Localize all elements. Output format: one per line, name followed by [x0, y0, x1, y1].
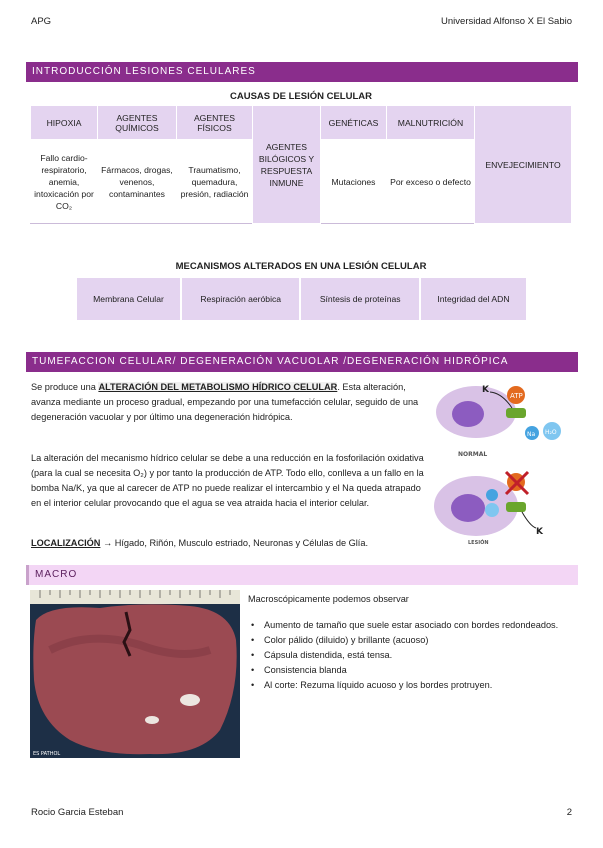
loc-label: LOCALIZACIÓN: [31, 538, 101, 548]
cause-head-quimicos: AGENTES QUÍMICOS: [98, 106, 177, 140]
macro-list: [248, 618, 568, 693]
normal-pump: [506, 408, 526, 418]
paragraph-1: [31, 380, 429, 425]
header-right: Universidad Alfonso X El Sabio: [441, 16, 572, 27]
p1-post: . Esta alteración, avanza mediante un proceso gradual, empezando por una tumefacción celular, seguido de una degeneración vacuolar y por último una degeneración hidrópica.: [31, 382, 419, 422]
liver-highlight-1: [180, 694, 200, 706]
na-dot-lesion: [486, 489, 498, 501]
macro-text: [248, 592, 568, 693]
cause-head-fisicos: AGENTES FÍSICOS: [177, 106, 253, 140]
cause-body-hipoxia: Fallo cardio-respiratorio, anemia, intoxicación por CO₂: [31, 140, 98, 224]
mech-title: MECANISMOS ALTERADOS EN UNA LESIÓN CELULAR: [175, 261, 427, 272]
cause-envejecimiento: ENVEJECIMIENTO: [475, 106, 572, 224]
cause-body-fisicos: Traumatismo, quemadura, presión, radiación: [177, 140, 253, 224]
atp-label: ATP: [510, 392, 523, 400]
k-arrow-lesion: [522, 512, 536, 528]
normal-label: NORMAL: [458, 451, 488, 458]
lesion-cell: [434, 472, 544, 546]
page-number: 2: [566, 807, 572, 818]
cause-head-malnutricion: MALNUTRICIÓN: [387, 106, 475, 140]
cause-body-geneticas: Mutaciones: [321, 140, 387, 224]
liver-shape: [33, 604, 236, 754]
paragraph-2: La alteración del mecanismo hídrico celular se debe a una reducción en la fosforilación oxidativa (para la cual se necesita O₂) y por tanto la producción de ATP. Todo ello, conlleva a un fallo en la bomba Na/K, ya que al carecer de ATP no puede realizar el intercambio y el Na queda atrapado en el interior celular provocando que el agua se vea atraida hacia el interior celular.: [31, 453, 424, 508]
k-label-normal: K: [482, 385, 489, 395]
mech-sintesis: Síntesis de proteínas: [300, 277, 419, 321]
lesion-label: LESIÓN: [468, 540, 489, 546]
lesion-nucleus: [451, 494, 485, 522]
mechanisms-table: [75, 276, 528, 322]
k-label-lesion: K: [536, 527, 543, 537]
list-item: • Al corte: Rezuma líquido acuoso y los bordes protruyen.: [248, 678, 568, 693]
list-item: • Color pálido (diluido) y brillante (acuoso): [248, 633, 568, 648]
na-label-normal: Na: [527, 431, 536, 438]
cause-head-geneticas: GENÉTICAS: [321, 106, 387, 140]
p1-highlight: ALTERACIÓN DEL METABOLISMO HÍDRICO CELULAR: [98, 382, 338, 392]
section-title-tumefaccion: TUMEFACCION CELULAR/ DEGENERACIÓN VACUOLAR /DEGENERACIÓN HIDRÓPICA: [26, 352, 578, 372]
liver-highlight-2: [145, 716, 159, 724]
h2o-dot-lesion: [485, 503, 499, 517]
section-title-intro: INTRODUCCIÓN LESIONES CELULARES: [26, 62, 578, 82]
normal-nucleus: [452, 401, 484, 427]
causes-title: CAUSAS DE LESIÓN CELULAR: [230, 91, 372, 102]
p1-pre: Se produce una: [31, 382, 99, 392]
photo-label: ES PATHOL: [33, 751, 61, 757]
cause-body-malnutricion: Por exceso o defecto: [387, 140, 475, 224]
mech-adn: Integridad del ADN: [420, 277, 527, 321]
normal-cell: [436, 385, 561, 458]
h2o-label-normal: H₂O: [545, 429, 557, 436]
macro-intro: Macroscópicamente podemos observar: [248, 594, 409, 604]
localizacion: [31, 538, 368, 548]
ruler: [30, 590, 240, 604]
cause-body-quimicos: Fármacos, drogas, venenos, contaminantes: [98, 140, 177, 224]
mech-respiracion: Respiración aeróbica: [181, 277, 300, 321]
causes-table: [30, 105, 572, 224]
section-title-macro: MACRO: [26, 565, 578, 585]
header-left: APG: [31, 16, 52, 27]
list-item: • Consistencia blanda: [248, 663, 568, 678]
footer-author: Rocio Garcia Esteban: [31, 807, 124, 818]
lesion-pump: [506, 502, 526, 512]
cell-pump-diagram: [432, 378, 572, 548]
mech-membrana: Membrana Celular: [76, 277, 181, 321]
list-item: • Aumento de tamaño que suele estar asociado con bordes redondeados.: [248, 618, 568, 633]
liver-photo: [30, 590, 240, 758]
cause-head-hipoxia: HIPOXIA: [31, 106, 98, 140]
list-item: • Cápsula distendida, está tensa.: [248, 648, 568, 663]
loc-text: → Hígado, Riñón, Musculo estriado, Neuronas y Células de Glía.: [100, 538, 369, 548]
cause-biologicos: AGENTES BILÓGICOS Y RESPUESTA INMUNE: [253, 106, 321, 224]
